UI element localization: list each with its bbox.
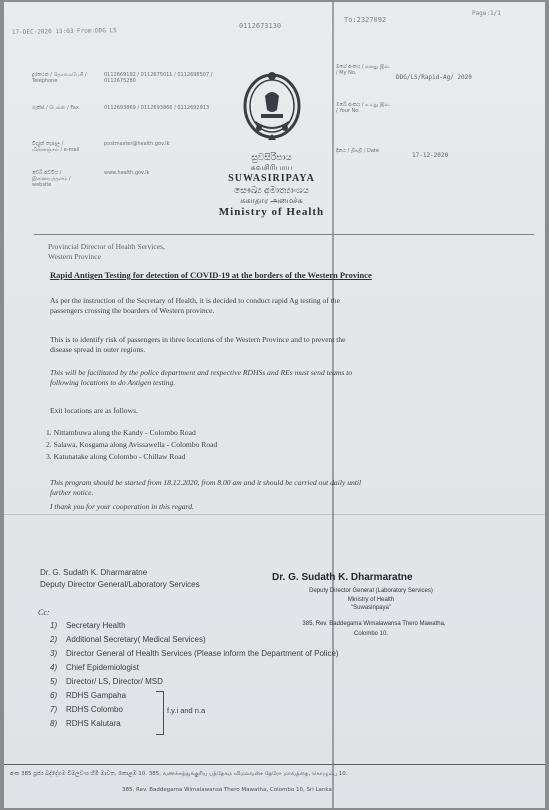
cc-text: Director General of Health Services (Please inform the Department of Police): [66, 649, 339, 658]
cc-item: [50, 621, 126, 630]
paragraph-4: [50, 478, 510, 498]
addressee-line-1: Provincial Director of Health Services,: [48, 242, 165, 251]
cc-item: [50, 649, 339, 658]
paragraph-line: As per the instruction of the Secretary of Health, it is decided to conduct rapid Ag testing of the: [50, 296, 340, 305]
contact-value: www.health.gov.lk: [104, 170, 150, 176]
ministry-english-short: SUWASIRIPAYA: [228, 173, 315, 184]
stamp-address: 385, Rev. Baddegama Wimalawansa Thero Mawatha,: [302, 621, 446, 627]
date-value: 17-12-2020: [412, 152, 449, 159]
location-item: 1. Nittambuwa along the Kandy - Colombo Road: [46, 428, 196, 437]
stamp-building: "Suwasiripaya": [351, 605, 391, 611]
fax-header-to: To:2327092: [344, 16, 387, 24]
paragraph-line: further notice.: [50, 488, 94, 497]
exit-locations-intro: Exit locations are as follows.: [50, 406, 138, 415]
addressee-line-2: Western Province: [48, 252, 101, 261]
cc-number: 8): [50, 719, 58, 728]
ministry-tamil-short: சுவசிரிபாய: [250, 163, 293, 172]
paragraph-line: passengers crossing the boarders of Western province.: [50, 306, 215, 315]
paragraph-1: [50, 296, 510, 316]
cc-item: [50, 677, 163, 686]
letter-page: [4, 2, 545, 808]
date-label: දිනය / திகதி / Date: [336, 148, 379, 154]
paragraph-line: This is to identify risk of passengers in three locations of the Western Province and to prevent the: [50, 335, 346, 344]
ministry-sinhala-full: සෞඛ්‍ය අමාත්‍යාංශය: [234, 185, 309, 195]
cc-number: 2): [50, 635, 58, 644]
paragraph-line: following locations to do Antigen testing.: [50, 378, 176, 387]
location-item: 2. Salawa, Kosgama along Avissawella - Colombo Road: [46, 440, 218, 449]
contact-value: 0112669192 / 0112675011 / 0112698507 / 0112675280: [104, 72, 213, 84]
paragraph-3: [50, 368, 510, 388]
cc-text: Additional Secretary( Medical Services): [66, 635, 206, 644]
contact-label: දුරකථන / தொலைபேசி / Telephone: [32, 72, 87, 84]
cc-number: 3): [50, 649, 58, 658]
cc-bracket: [156, 691, 164, 735]
header-divider: [34, 234, 534, 235]
fold-crease-horizontal: [4, 514, 545, 515]
contact-value: postmaster@health.gov.lk: [104, 141, 170, 147]
paragraph-line: This program should be started from 18.12.2020, from 8.00 am and it should be carried out daily until: [50, 478, 362, 487]
cc-number: 7): [50, 705, 58, 714]
stamp-ministry: Ministry of Health: [347, 597, 395, 603]
cc-number: 5): [50, 677, 58, 686]
stamp-name: Dr. G. Sudath K. Dharmaratne: [272, 572, 413, 583]
fax-header-left: 17-DEC-2020 13:03 From:DDG LS: [11, 27, 117, 36]
fax-header-number: 0112673130: [239, 22, 282, 30]
letter-subject: Rapid Antigen Testing for detection of COVID-19 at the borders of the Western Province: [50, 270, 372, 280]
cc-item: [50, 719, 121, 728]
contact-label: විද්‍යුත් තැපෑල / மின்னஞ்சல் / e-mail: [32, 141, 80, 153]
cc-text: RDHS Kalutara: [66, 719, 121, 728]
footer-address-english: 385, Rev. Baddegama Wimalawansa Thero Mawatha, Colombo 10, Sri Lanka: [122, 787, 332, 793]
cc-text: Chief Epidemiologist: [66, 663, 139, 672]
my-number-label: මගේ අංකය / எனது இல. / My No.: [336, 64, 391, 76]
cc-text: RDHS Colombo: [66, 705, 123, 714]
ministry-tamil-full: சுகாதார அமைச்சு: [240, 196, 303, 205]
stamp-title: Deputy Director General (Laboratory Services): [309, 588, 433, 594]
signatory-title: Deputy Director General/Laboratory Services: [40, 580, 200, 589]
footer-divider: [4, 764, 545, 765]
cc-label: Cc:: [38, 608, 50, 617]
cc-item: [50, 635, 206, 644]
cc-item: [50, 663, 139, 672]
your-number-label: ඔබේ අංකය / உமது இல. / Your No.: [336, 102, 391, 114]
ministry-name-block: [204, 152, 339, 219]
my-number-value: DDG/LS/Rapid-Ag/ 2020: [396, 74, 472, 81]
sri-lanka-emblem-icon: [241, 68, 303, 142]
fax-header-page: Page:1/1: [472, 10, 501, 17]
contact-label: ෆැක්ස් / பெக்ஸ் / Fax: [32, 105, 79, 111]
cc-text: RDHS Gampaha: [66, 691, 127, 700]
contact-value: 0112693869 / 0112693866 / 0112692913: [104, 105, 210, 111]
footer-address-local: අංක 385 පූජ්‍ය බද්දේගම විමලවංශ හිමි මාවත, කොළඹ 10. 385, வணக்கத்துக்குரிய பத்தேகம விமலவன்ச தேரோ மாவத்தை, கொழும்பு 10.: [10, 771, 348, 777]
ministry-sinhala-short: සුවසිරිපාය: [251, 152, 292, 162]
stamp-city: Colombo 10.: [353, 631, 389, 637]
cc-number: 4): [50, 663, 58, 672]
signatory-name: Dr. G. Sudath K. Dharmaratne: [40, 568, 148, 577]
cc-item: [50, 705, 123, 714]
fold-crease-vertical: [332, 2, 334, 808]
cc-item: [50, 691, 126, 700]
cc-text: Director/ LS, Director/ MSD: [66, 677, 163, 686]
ministry-english-full: Ministry of Health: [218, 206, 325, 218]
paragraph-line: disease spread in outer regions.: [50, 345, 146, 354]
closing-thanks: I thank you for your cooperation in this regard.: [50, 502, 194, 511]
cc-text: Secretary Health: [66, 621, 126, 630]
contact-label: වෙබ් අඩවිය / இணையத்தளம் / website: [32, 170, 71, 188]
paragraph-2: [50, 335, 510, 355]
cc-number: 6): [50, 691, 58, 700]
cc-number: 1): [50, 621, 58, 630]
paragraph-line: This will be facilitated by the police department and respective RDHSs and REs must send teams to: [50, 368, 353, 377]
location-item: 3. Katunatake along Colombo - Chillaw Road: [46, 452, 186, 461]
cc-fyi-note: f.y.i and n.a: [167, 706, 206, 715]
